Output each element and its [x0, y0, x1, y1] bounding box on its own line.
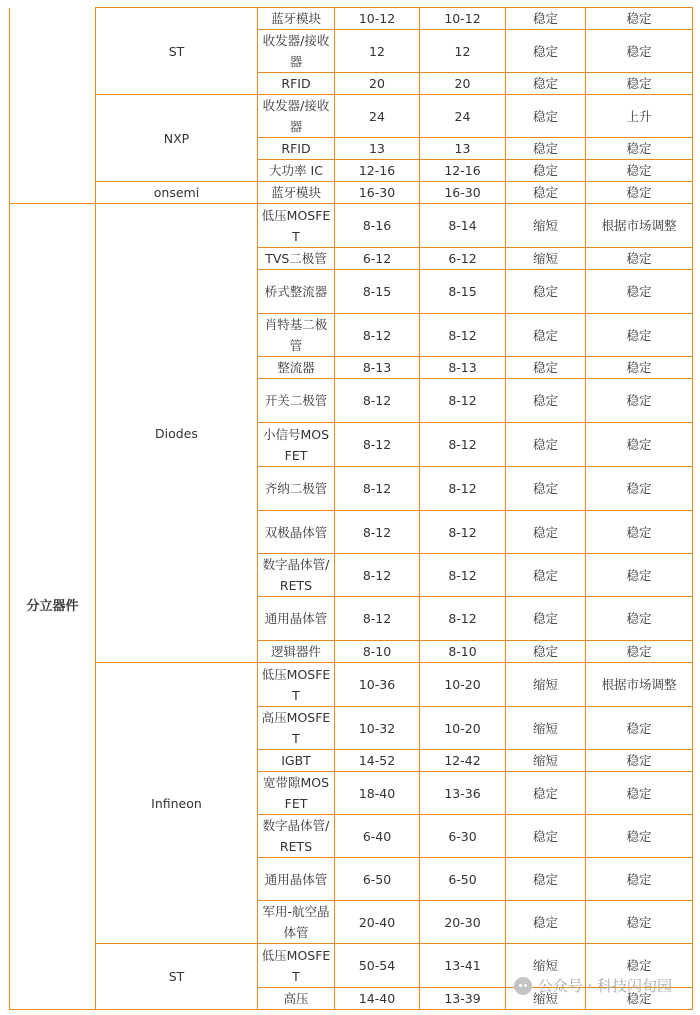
prev-lead-cell: 13	[335, 138, 420, 160]
product-cell: 宽带隙MOSFET	[258, 772, 335, 815]
curr-lead-cell: 8-13	[420, 357, 506, 379]
lead-trend-cell: 缩短	[506, 248, 586, 270]
category-cell: 分立器件	[10, 204, 96, 1010]
price-trend-cell: 上升	[586, 95, 693, 138]
price-trend-cell: 稳定	[586, 270, 693, 314]
curr-lead-cell: 8-12	[420, 511, 506, 554]
curr-lead-cell: 10-20	[420, 663, 506, 707]
curr-lead-cell: 8-12	[420, 379, 506, 423]
product-cell: 高压MOSFET	[258, 707, 335, 750]
price-trend-cell: 稳定	[586, 772, 693, 815]
price-trend-cell: 稳定	[586, 901, 693, 944]
table-row	[10, 95, 693, 138]
prev-lead-cell: 8-12	[335, 467, 420, 511]
lead-trend-cell: 稳定	[506, 467, 586, 511]
curr-lead-cell: 16-30	[420, 182, 506, 204]
lead-trend-cell: 缩短	[506, 944, 586, 988]
manufacturer-cell: Diodes	[96, 204, 258, 663]
prev-lead-cell: 20	[335, 73, 420, 95]
curr-lead-cell: 8-14	[420, 204, 506, 248]
price-trend-cell: 稳定	[586, 138, 693, 160]
prev-lead-cell: 8-12	[335, 314, 420, 357]
table-row	[10, 204, 693, 248]
lead-trend-cell: 稳定	[506, 8, 586, 30]
curr-lead-cell: 6-12	[420, 248, 506, 270]
product-cell: TVS二极管	[258, 248, 335, 270]
table-row	[10, 8, 693, 30]
product-cell: 逻辑器件	[258, 641, 335, 663]
curr-lead-cell: 24	[420, 95, 506, 138]
lead-trend-cell: 稳定	[506, 772, 586, 815]
prev-lead-cell: 8-12	[335, 511, 420, 554]
lead-trend-cell: 稳定	[506, 858, 586, 901]
price-trend-cell: 稳定	[586, 750, 693, 772]
curr-lead-cell: 10-12	[420, 8, 506, 30]
prev-lead-cell: 8-10	[335, 641, 420, 663]
lead-trend-cell: 稳定	[506, 270, 586, 314]
product-cell: 数字晶体管/RETS	[258, 554, 335, 597]
product-cell: 大功率 IC	[258, 160, 335, 182]
prev-lead-cell: 12-16	[335, 160, 420, 182]
prev-lead-cell: 10-32	[335, 707, 420, 750]
curr-lead-cell: 8-15	[420, 270, 506, 314]
prev-lead-cell: 8-15	[335, 270, 420, 314]
manufacturer-cell: ST	[96, 944, 258, 1010]
lead-trend-cell: 缩短	[506, 204, 586, 248]
prev-lead-cell: 18-40	[335, 772, 420, 815]
price-trend-cell: 稳定	[586, 467, 693, 511]
product-cell: 桥式整流器	[258, 270, 335, 314]
price-trend-cell: 稳定	[586, 30, 693, 73]
prev-lead-cell: 8-12	[335, 379, 420, 423]
curr-lead-cell: 6-50	[420, 858, 506, 901]
table-row	[10, 663, 693, 707]
lead-trend-cell: 稳定	[506, 597, 586, 641]
price-trend-cell: 稳定	[586, 423, 693, 467]
price-trend-cell: 稳定	[586, 73, 693, 95]
product-cell: RFID	[258, 73, 335, 95]
price-trend-cell: 稳定	[586, 641, 693, 663]
price-trend-cell: 稳定	[586, 858, 693, 901]
product-cell: 蓝牙模块	[258, 182, 335, 204]
lead-trend-cell: 稳定	[506, 815, 586, 858]
price-trend-cell: 稳定	[586, 815, 693, 858]
curr-lead-cell: 13	[420, 138, 506, 160]
product-cell: 收发器/接收器	[258, 30, 335, 73]
manufacturer-cell: Infineon	[96, 663, 258, 944]
product-cell: 通用晶体管	[258, 597, 335, 641]
product-cell: 开关二极管	[258, 379, 335, 423]
prev-lead-cell: 8-16	[335, 204, 420, 248]
curr-lead-cell: 20-30	[420, 901, 506, 944]
product-cell: 低压MOSFET	[258, 663, 335, 707]
product-cell: 低压MOSFET	[258, 204, 335, 248]
price-trend-cell: 稳定	[586, 160, 693, 182]
prev-lead-cell: 16-30	[335, 182, 420, 204]
lead-trend-cell: 稳定	[506, 357, 586, 379]
curr-lead-cell: 8-12	[420, 554, 506, 597]
prev-lead-cell: 14-40	[335, 988, 420, 1010]
product-cell: 低压MOSFET	[258, 944, 335, 988]
product-cell: 整流器	[258, 357, 335, 379]
curr-lead-cell: 10-20	[420, 707, 506, 750]
product-cell: 蓝牙模块	[258, 8, 335, 30]
price-trend-cell: 稳定	[586, 597, 693, 641]
product-cell: 肖特基二极管	[258, 314, 335, 357]
product-cell: 小信号MOSFET	[258, 423, 335, 467]
curr-lead-cell: 13-36	[420, 772, 506, 815]
prev-lead-cell: 10-12	[335, 8, 420, 30]
prev-lead-cell: 8-12	[335, 554, 420, 597]
price-trend-cell: 稳定	[586, 314, 693, 357]
price-trend-cell: 稳定	[586, 944, 693, 988]
curr-lead-cell: 12-16	[420, 160, 506, 182]
lead-trend-cell: 稳定	[506, 423, 586, 467]
prev-lead-cell: 8-12	[335, 597, 420, 641]
curr-lead-cell: 8-12	[420, 423, 506, 467]
curr-lead-cell: 13-39	[420, 988, 506, 1010]
product-cell: 高压	[258, 988, 335, 1010]
curr-lead-cell: 20	[420, 73, 506, 95]
table-row	[10, 944, 693, 988]
price-trend-cell: 稳定	[586, 988, 693, 1010]
watermark-text: 公众号 · 科技闪旬园	[537, 977, 672, 995]
prev-lead-cell: 6-50	[335, 858, 420, 901]
prev-lead-cell: 20-40	[335, 901, 420, 944]
prev-lead-cell: 8-12	[335, 423, 420, 467]
manufacturer-cell: NXP	[96, 95, 258, 182]
lead-trend-cell: 缩短	[506, 988, 586, 1010]
lead-trend-cell: 缩短	[506, 663, 586, 707]
product-cell: 通用晶体管	[258, 858, 335, 901]
prev-lead-cell: 50-54	[335, 944, 420, 988]
product-cell: 数字晶体管/RETS	[258, 815, 335, 858]
price-trend-cell: 稳定	[586, 248, 693, 270]
curr-lead-cell: 8-10	[420, 641, 506, 663]
product-cell: 军用-航空晶体管	[258, 901, 335, 944]
curr-lead-cell: 13-41	[420, 944, 506, 988]
prev-lead-cell: 6-40	[335, 815, 420, 858]
price-trend-cell: 稳定	[586, 182, 693, 204]
lead-trend-cell: 稳定	[506, 511, 586, 554]
lead-trend-cell: 稳定	[506, 554, 586, 597]
price-trend-cell: 稳定	[586, 357, 693, 379]
curr-lead-cell: 6-30	[420, 815, 506, 858]
lead-trend-cell: 稳定	[506, 138, 586, 160]
table-row	[10, 182, 693, 204]
product-cell: 收发器/接收器	[258, 95, 335, 138]
lead-trend-cell: 稳定	[506, 314, 586, 357]
lead-trend-cell: 稳定	[506, 95, 586, 138]
lead-trend-cell: 稳定	[506, 73, 586, 95]
product-cell: 齐纳二极管	[258, 467, 335, 511]
lead-trend-cell: 稳定	[506, 182, 586, 204]
curr-lead-cell: 12-42	[420, 750, 506, 772]
product-cell: 双极晶体管	[258, 511, 335, 554]
category-cell-blank	[10, 8, 96, 204]
prev-lead-cell: 8-13	[335, 357, 420, 379]
supply-table	[9, 7, 693, 1010]
price-trend-cell: 稳定	[586, 8, 693, 30]
manufacturer-cell: onsemi	[96, 182, 258, 204]
prev-lead-cell: 24	[335, 95, 420, 138]
price-trend-cell: 根据市场调整	[586, 204, 693, 248]
prev-lead-cell: 10-36	[335, 663, 420, 707]
prev-lead-cell: 12	[335, 30, 420, 73]
product-cell: IGBT	[258, 750, 335, 772]
lead-trend-cell: 稳定	[506, 641, 586, 663]
curr-lead-cell: 8-12	[420, 314, 506, 357]
lead-trend-cell: 稳定	[506, 30, 586, 73]
curr-lead-cell: 8-12	[420, 467, 506, 511]
prev-lead-cell: 14-52	[335, 750, 420, 772]
prev-lead-cell: 6-12	[335, 248, 420, 270]
price-trend-cell: 稳定	[586, 379, 693, 423]
lead-trend-cell: 缩短	[506, 750, 586, 772]
price-trend-cell: 根据市场调整	[586, 663, 693, 707]
manufacturer-cell: ST	[96, 8, 258, 95]
product-cell: RFID	[258, 138, 335, 160]
lead-trend-cell: 缩短	[506, 707, 586, 750]
curr-lead-cell: 8-12	[420, 597, 506, 641]
curr-lead-cell: 12	[420, 30, 506, 73]
price-trend-cell: 稳定	[586, 511, 693, 554]
price-trend-cell: 稳定	[586, 554, 693, 597]
lead-trend-cell: 稳定	[506, 379, 586, 423]
lead-trend-cell: 稳定	[506, 901, 586, 944]
lead-trend-cell: 稳定	[506, 160, 586, 182]
price-trend-cell: 稳定	[586, 707, 693, 750]
